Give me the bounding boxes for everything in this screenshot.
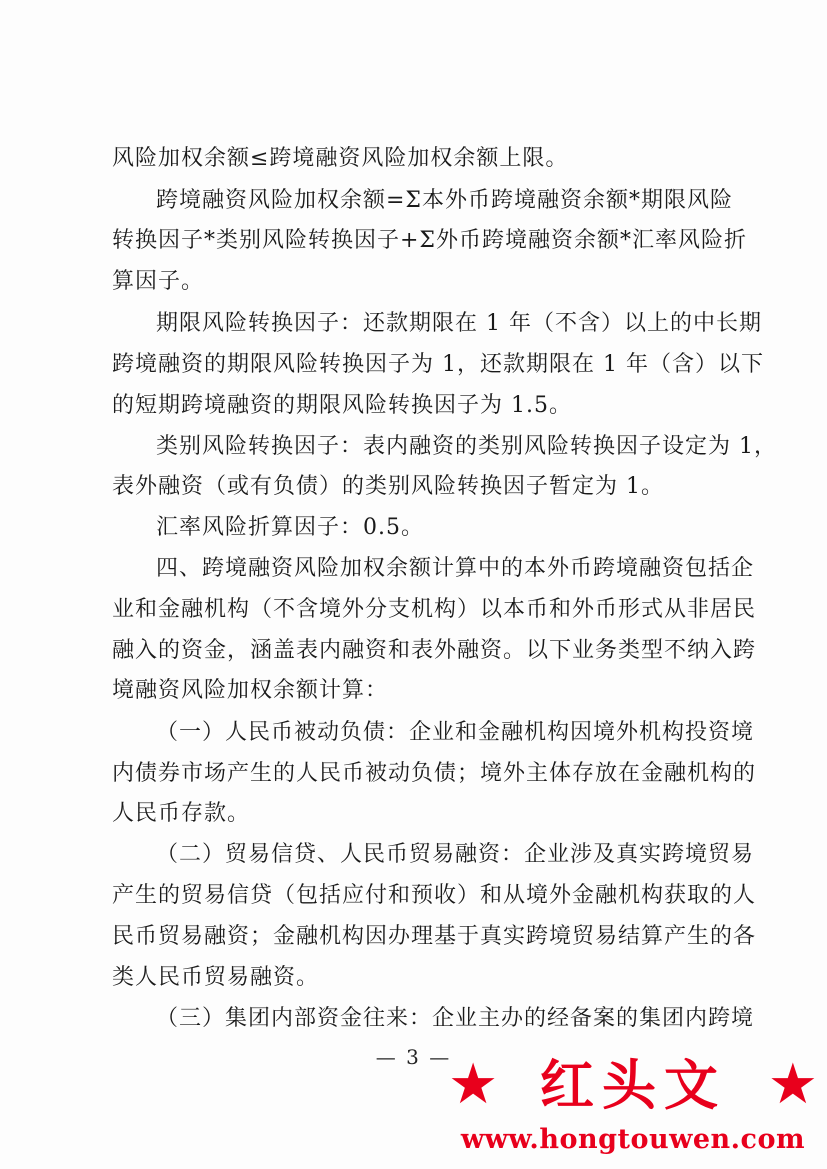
paragraph-line: 产生的贸易信贷（包括应付和预收）和从境外金融机构获取的人: [112, 883, 757, 908]
paragraph-line: 融入的资金，涵盖表内融资和表外融资。以下业务类型不纳入跨: [112, 638, 757, 663]
watermark: [448, 1048, 818, 1166]
page-number: — 3 —: [375, 1045, 452, 1069]
paragraph-line: 表外融资（或有负债）的类别风险转换因子暂定为 1。: [112, 474, 664, 499]
paragraph-line: 内债券市场产生的人民币被动负债；境外主体存放在金融机构的: [112, 761, 757, 786]
paragraph-line: 类人民币贸易融资。: [112, 965, 320, 990]
paragraph-line: 业和金融机构（不含境外分支机构）以本币和外币形式从非居民: [112, 597, 757, 622]
star-icon: ★: [767, 1052, 818, 1117]
paragraph-line: 人民币存款。: [112, 801, 251, 826]
paragraph-line: 民币贸易融资；金融机构因办理基于真实跨境贸易结算产生的各: [112, 924, 757, 949]
paragraph-line: （一）人民币被动负债：企业和金融机构因境外机构投资境: [156, 720, 755, 745]
star-icon: ★: [448, 1052, 499, 1117]
paragraph-line: 算因子。: [112, 269, 205, 294]
paragraph-line: 跨境融资的期限风险转换因子为 1，还款期限在 1 年（含）以下: [112, 352, 764, 377]
paragraph-line: 风险加权余额≤跨境融资风险加权余额上限。: [112, 146, 569, 171]
paragraph-line: 的短期跨境融资的期限风险转换因子为 1.5。: [112, 393, 572, 418]
paragraph-line: 四、跨境融资风险加权余额计算中的本外币跨境融资包括企: [156, 556, 755, 581]
paragraph-line: 境融资风险加权余额计算：: [112, 678, 389, 703]
paragraph-line: （三）集团内部资金往来：企业主办的经备案的集团内跨境: [156, 1006, 755, 1031]
paragraph-line: 跨境融资风险加权余额=Σ本外币跨境融资余额*期限风险: [156, 188, 733, 213]
paragraph-line: 转换因子*类别风险转换因子+Σ外币跨境融资余额*汇率风险折: [112, 228, 747, 253]
paragraph-line: 汇率风险折算因子：0.5。: [156, 515, 424, 540]
paragraph-line: （二）贸易信贷、人民币贸易融资：企业涉及真实跨境贸易: [156, 842, 755, 867]
paragraph-line: 期限风险转换因子：还款期限在 1 年（不含）以上的中长期: [156, 311, 762, 336]
paragraph-line: 类别风险转换因子：表内融资的类别风险转换因子设定为 1，: [156, 434, 777, 459]
watermark-url: www.hongtouwen.com: [460, 1124, 806, 1155]
watermark-title: 红头文: [540, 1053, 726, 1117]
watermark-title-row: [448, 1052, 818, 1118]
